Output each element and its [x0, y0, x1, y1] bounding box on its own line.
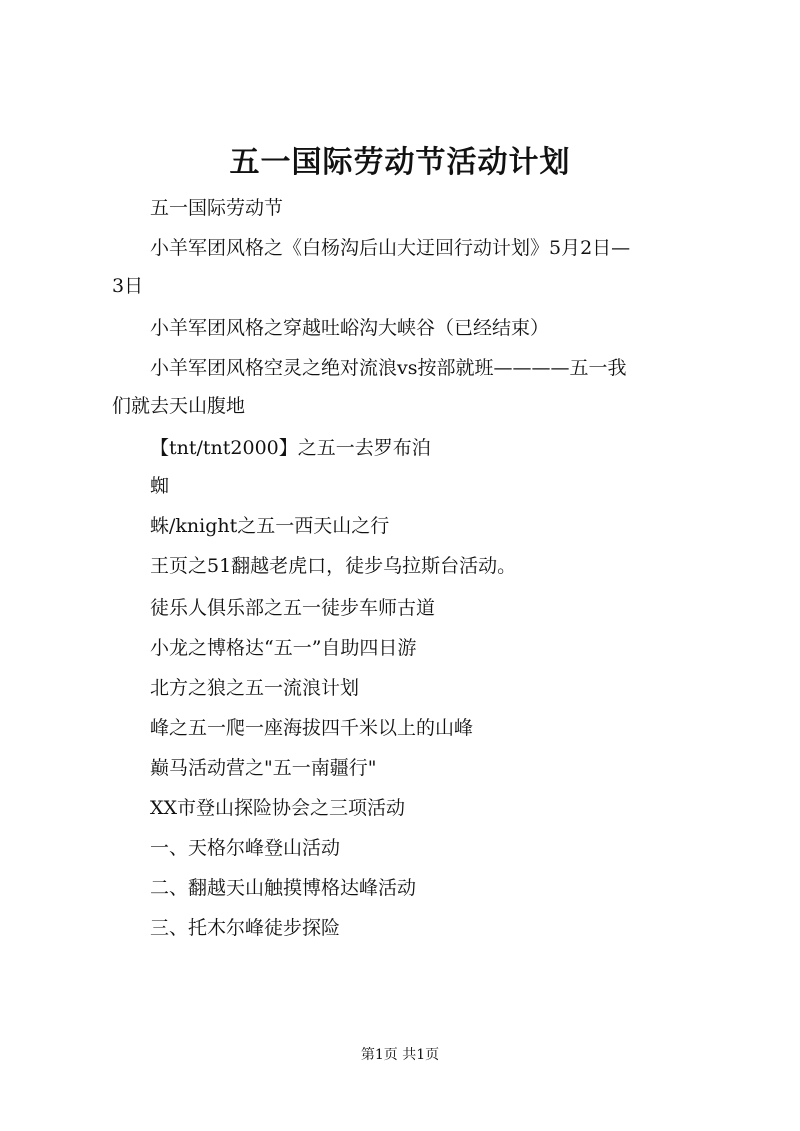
paragraph-11: 北方之狼之五一流浪计划 — [150, 677, 360, 699]
paragraph-1: 五一国际劳动节 — [150, 197, 284, 219]
paragraph-3: 小羊军团风格之穿越吐峪沟大峡谷（已经结束） — [150, 317, 550, 339]
page-footer: 第1页 共1页 — [360, 1047, 440, 1063]
paragraph-16: 二、翻越天山触摸博格达峰活动 — [150, 877, 417, 899]
paragraph-4-continued: 们就去天山腹地 — [112, 395, 246, 417]
paragraph-17: 三、托木尔峰徒步探险 — [150, 917, 341, 939]
paragraph-14: XX市登山探险协会之三项活动 — [150, 797, 406, 819]
paragraph-10: 小龙之博格达“五一”自助四日游 — [150, 637, 417, 659]
paragraph-7: 蛛/knight之五一西天山之行 — [150, 515, 390, 537]
paragraph-6: 蜘 — [150, 475, 170, 497]
paragraph-9: 徒乐人俱乐部之五一徒步车师古道 — [150, 597, 436, 619]
paragraph-2: 小羊军团风格之《白杨沟后山大迂回行动计划》5月2日— — [150, 237, 631, 259]
paragraph-5: 【tnt/tnt2000】之五一去罗布泊 — [150, 437, 431, 459]
paragraph-15: 一、天格尔峰登山活动 — [150, 837, 341, 859]
paragraph-12: 峰之五一爬一座海拔四千米以上的山峰 — [150, 717, 474, 739]
paragraph-4: 小羊军团风格空灵之绝对流浪vs按部就班————五一我 — [150, 357, 627, 379]
paragraph-13: 巅马活动营之"五一南疆行" — [150, 757, 377, 779]
document-title: 五一国际劳动节活动计划 — [229, 145, 571, 180]
paragraph-2-continued: 3日 — [112, 275, 144, 297]
paragraph-8: 王页之51翻越老虎口，徒步乌拉斯台活动。 — [150, 555, 517, 577]
